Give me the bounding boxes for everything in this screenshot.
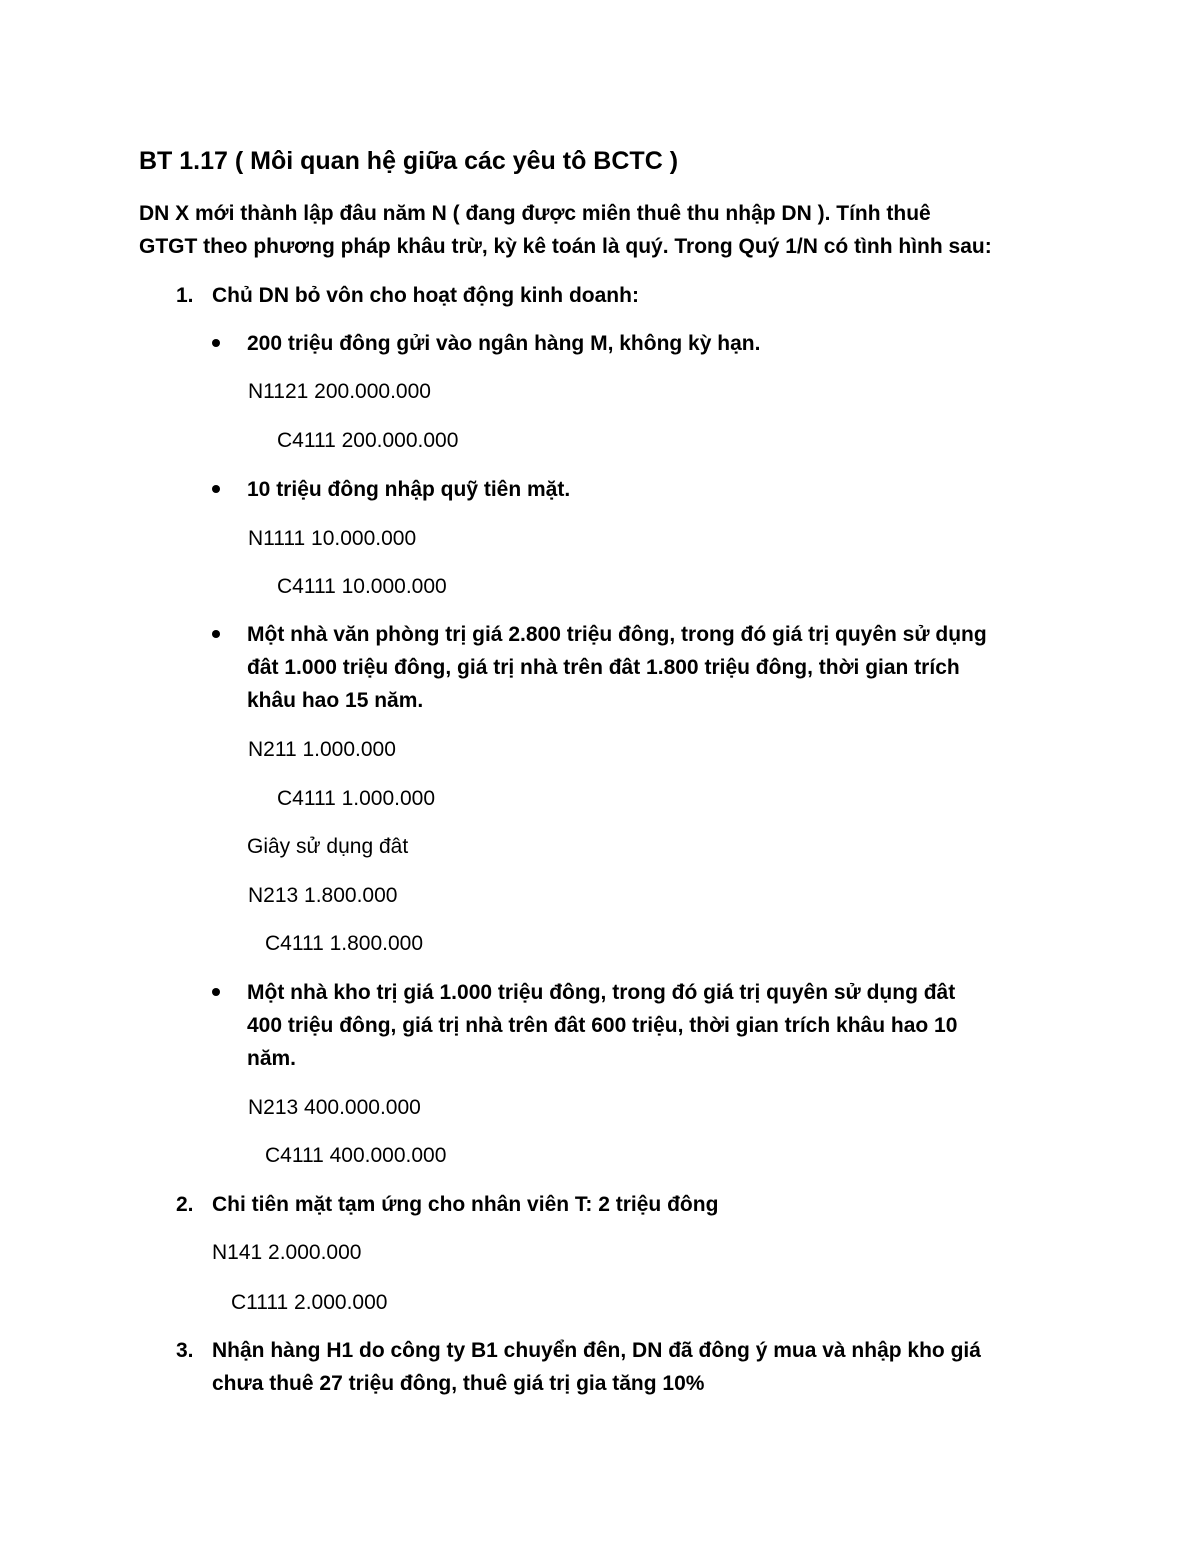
intro-line: GTGT theo phương pháp khâu trừ, kỳ kê toán là quý. Trong Quý 1/N có tình hình sau: [139,235,992,258]
journal-entry-credit: C4111 1.800.000 [265,932,424,955]
bullet-icon [212,485,220,493]
document-title: BT 1.17 ( Môi quan hệ giữa các yêu tô BCTC ) [139,147,679,175]
journal-entry-debit: N211 1.000.000 [248,738,396,761]
journal-entry-debit: N1121 200.000.000 [248,380,431,403]
journal-entry-credit: C4111 400.000.000 [265,1144,447,1167]
item-text: Chủ DN bỏ vôn cho hoạt động kinh doanh: [212,284,639,307]
item-text: chưa thuê 27 triệu đông, thuê giá trị gia tăng 10% [212,1372,705,1395]
journal-entry-credit: C4111 10.000.000 [277,575,447,598]
bullet-text: Một nhà văn phòng trị giá 2.800 triệu đông, trong đó giá trị quyên sử dụng [247,623,987,646]
item-number: 3. [176,1339,194,1362]
bullet-icon [212,339,220,347]
journal-entry-credit: C1111 2.000.000 [231,1291,388,1314]
item-number: 1. [176,284,194,307]
item-text: Chi tiên mặt tạm ứng cho nhân viên T: 2 triệu đông [212,1193,719,1216]
journal-entry-debit: N213 400.000.000 [248,1096,421,1119]
journal-entry-debit: N213 1.800.000 [248,884,398,907]
bullet-text: 400 triệu đông, giá trị nhà trên đât 600 triệu, thời gian trích khâu hao 10 [247,1014,958,1037]
bullet-icon [212,630,220,638]
intro-line: DN X mới thành lập đâu năm N ( đang được miên thuê thu nhập DN ). Tính thuê [139,202,931,225]
bullet-text: Một nhà kho trị giá 1.000 triệu đông, trong đó giá trị quyên sử dụng đât [247,981,956,1004]
bullet-icon [212,988,220,996]
item-text: Nhận hàng H1 do công ty B1 chuyển đên, DN đã đông ý mua và nhập kho giá [212,1339,981,1362]
entry-note: Giây sử dụng đât [247,835,409,858]
journal-entry-credit: C4111 200.000.000 [277,429,459,452]
journal-entry-debit: N141 2.000.000 [212,1241,362,1264]
journal-entry-credit: C4111 1.000.000 [277,787,436,810]
bullet-text: 10 triệu đông nhập quỹ tiên mặt. [247,478,571,501]
bullet-text: khâu hao 15 năm. [247,689,424,712]
item-number: 2. [176,1193,194,1216]
journal-entry-debit: N1111 10.000.000 [248,527,417,550]
bullet-text: năm. [247,1047,297,1070]
bullet-text: 200 triệu đông gửi vào ngân hàng M, không kỳ hạn. [247,332,761,355]
bullet-text: đât 1.000 triệu đông, giá trị nhà trên đât 1.800 triệu đông, thời gian trích [247,656,960,679]
